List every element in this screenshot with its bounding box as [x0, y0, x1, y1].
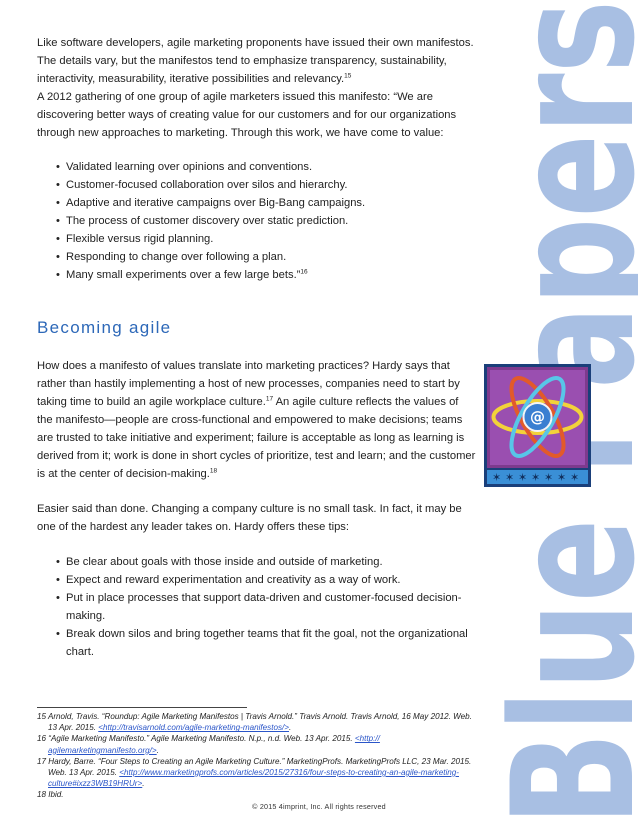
footnote-18: 18 Ibid. [37, 790, 64, 800]
list-item: • Many small experiments over a few large bets.”$^{16}$ [56, 266, 477, 284]
svg-text:✶: ✶ [531, 471, 541, 484]
at-sign-icon: @ [530, 408, 545, 426]
svg-text:✶: ✶ [557, 471, 567, 484]
list-item: • The process of customer discovery over static prediction. [56, 212, 477, 230]
list-item: • Adaptive and iterative campaigns over Big-Bang campaigns. [56, 194, 477, 212]
section-heading: Becoming agile [37, 318, 172, 337]
intro-section [37, 34, 477, 284]
svg-text:✶: ✶ [492, 471, 502, 484]
footnotes [37, 707, 477, 801]
art-star-row [492, 471, 579, 484]
footnote-ref-15[interactable]: 15 [344, 72, 352, 80]
footnote-16-link[interactable]: <http:// agilemarketingmanifesto.org/> [48, 734, 380, 755]
section-paragraph-1: How does a manifesto of values translate into marketing practices? Hardy says that rather than hastily implementing a host of new processes, companies need to start by taking time to build an agile workplace culture.$^{17}$ An agile culture reflects the values of the manifesto—people are cross-functional and empowered to make decisions; teams are trusted to take initiative and experiment; failure is acceptable as long as learning is derived from it; work is done in short cycles of prioritize, test and learn; and the customer is at the center of decision-making.$^{18}$ [37, 360, 476, 480]
footnote-ref-17[interactable]: 17 [265, 395, 274, 403]
intro-paragraph: Like software developers, agile marketing proponents have issued their own manifestos. The details vary, but the manifestos tend to emphasize transparency, sustainability, interactivity, measurability, iterative possibilities and relevancy.$^{15}$ A 2012 gathering of one group of agile marketers issued this manifesto: “We are discovering better ways of creating value for our customers and for our organizations through new approaches to marketing. Through this work, we have come to value: [37, 37, 474, 139]
footnote-ref-16[interactable]: 16 [300, 268, 308, 276]
list-item: • Flexible versus rigid planning. [56, 230, 477, 248]
svg-text:✶: ✶ [570, 471, 580, 484]
list-item: • Put in place processes that support data-driven and customer-focused decision-making. [56, 589, 477, 625]
copyright-notice: © 2015 4imprint, Inc. All rights reserved [252, 802, 386, 811]
footnote-17: 17 Hardy, Barre. “Four Steps to Creating an Agile Marketing Culture.” MarketingProfs. MarketingProfs LLC, 23 Mar. 2015. Web. 13 Apr. 2015. <http://www.marketingprofs.com/articles/2015/27316/four-steps-to-creating-an-agile-marketing-culture#ixzz3WB19HRUr>. [37, 756, 472, 789]
section-paragraph-2: Easier said than done. Changing a company culture is no small task. In fact, it may be one of the hardest any leader takes on. Hardy offers these tips: [37, 503, 462, 533]
list-item: • Break down silos and bring together teams that fit the goal, not the organizational chart. [56, 625, 477, 661]
footnote-15: 15 Arnold, Travis. “Roundup: Agile Marketing Manifestos | Travis Arnold.” Travis Arnold. Travis Arnold, 16 May 2012. Web. 13 Apr. 2015. <http://travisarnold.com/agile-marketing-manifestos/>. [37, 712, 472, 733]
footnote-divider [37, 707, 247, 708]
footnote-16: 16 “Agile Marketing Manifesto.” Agile Marketing Manifesto. N.p., n.d. Web. 13 Apr. 2015. <http:// agilemarketingmanifesto.org/>. [37, 734, 380, 755]
footnote-17-link[interactable]: <http://www.marketingprofs.com/articles/2015/27316/four-steps-to-creating-an-agile-marketing-culture#ixzz3WB19HRUr> [48, 768, 459, 789]
list-item: • Expect and reward experimentation and creativity as a way of work. [56, 571, 477, 589]
list-item: • Responding to change over following a plan. [56, 248, 477, 266]
svg-text:✶: ✶ [544, 471, 554, 484]
tips-list [37, 553, 477, 661]
list-item: • Be clear about goals with those inside and outside of marketing. [56, 553, 477, 571]
list-item: • Customer-focused collaboration over silos and hierarchy. [56, 176, 477, 194]
svg-text:✶: ✶ [518, 471, 528, 484]
atom-illustration [484, 364, 591, 487]
footnote-15-link[interactable]: <http://travisarnold.com/agile-marketing-manifestos/> [98, 723, 289, 733]
atom-art-svg [484, 364, 591, 487]
svg-text:✶: ✶ [505, 471, 515, 484]
footnote-ref-18[interactable]: 18 [209, 467, 218, 475]
manifesto-list [37, 158, 477, 284]
becoming-agile-section [37, 357, 477, 661]
list-item: • Validated learning over opinions and conventions. [56, 158, 477, 176]
